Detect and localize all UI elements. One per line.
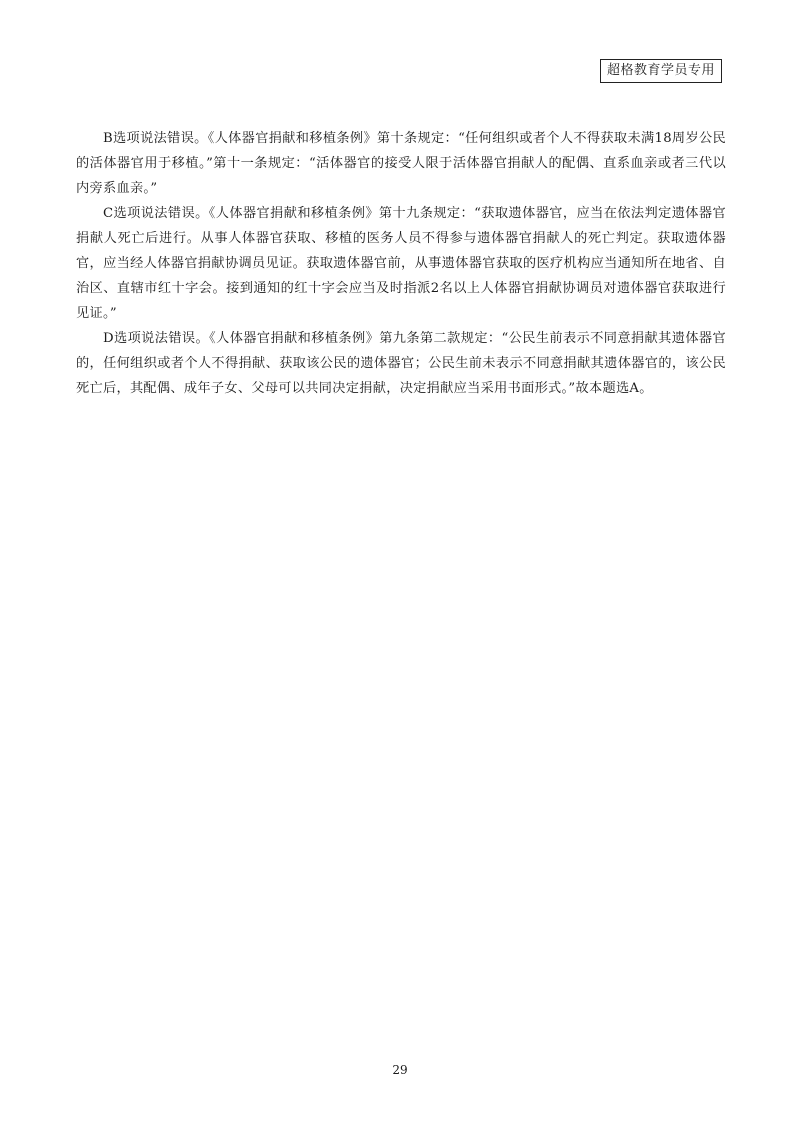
paragraph-option-d: D选项说法错误。《人体器官捐献和移植条例》第九条第二款规定：“公民生前表示不同意捐献其遗体器官的，任何组织或者个人不得捐献、获取该公民的遗体器官；公民生前未表示不同意捐献其遗体器官的，该公民死亡后，其配偶、成年子女、父母可以共同决定捐献，决定捐献应当采用书面形式。”故本题选A。: [76, 331, 726, 396]
page-number: 29: [392, 1063, 408, 1077]
paragraph-option-b: B选项说法错误。《人体器官捐献和移植条例》第十条规定：“任何组织或者个人不得获取未满18周岁公民的活体器官用于移植。”第十一条规定：“活体器官的接受人限于活体器官捐献人的配偶、直系血亲或者三代以内旁系血亲。”: [76, 131, 726, 196]
header-label: 超格教育学员专用: [600, 59, 722, 83]
document-body: [76, 126, 726, 401]
paragraph-option-c: C选项说法错误。《人体器官捐献和移植条例》第十九条规定：“获取遗体器官，应当在依法判定遗体器官捐献人死亡后进行。从事人体器官获取、移植的医务人员不得参与遗体器官捐献人的死亡判定。获取遗体器官，应当经人体器官捐献协调员见证。获取遗体器官前，从事遗体器官获取的医疗机构应当通知所在地省、自治区、直辖市红十字会。接到通知的红十字会应当及时指派2名以上人体器官捐献协调员对遗体器官获取进行见证。”: [76, 206, 726, 321]
